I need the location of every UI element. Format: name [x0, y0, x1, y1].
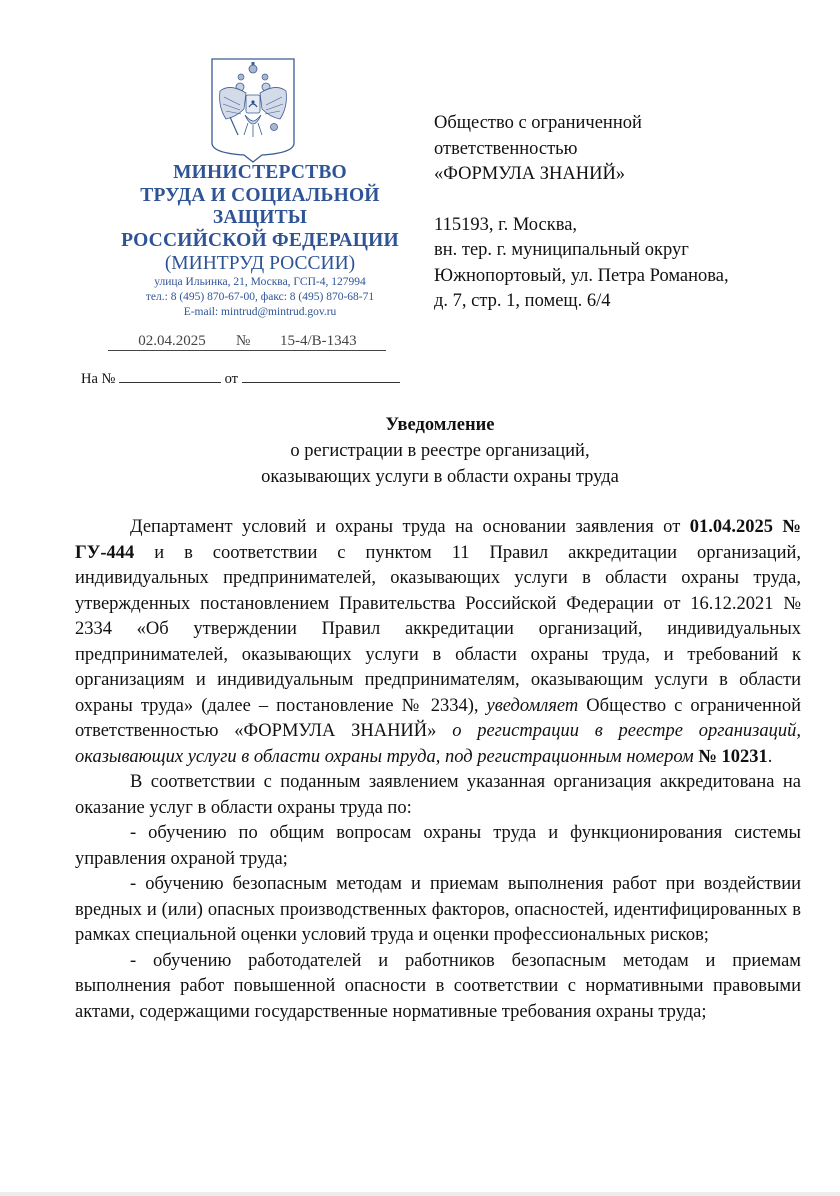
ministry-name-line: РОССИЙСКОЙ ФЕДЕРАЦИИ	[121, 229, 399, 251]
incoming-date-field	[242, 368, 400, 383]
body-text: Департамент условий и охраны труда на основании заявления от	[130, 517, 690, 537]
notifies-verb: уведомляет	[486, 695, 579, 716]
registration-number: № 10231	[698, 746, 768, 767]
body-text: Общество с ограниченной ответственностью «ФОРМУЛА ЗНАНИЙ»	[75, 695, 801, 741]
addressee-address-line: д. 7, стр. 1, помещ. 6/4	[434, 291, 611, 311]
outgoing-date: 02.04.2025	[108, 333, 236, 351]
ministry-name-line: ТРУДА И СОЦИАЛЬНОЙ	[140, 184, 380, 206]
accreditation-item: - обучению безопасным методам и приемам выполнения работ при воздействии вредных и (или) опасных производственных факторов, опасностей, идентифицированных в рамках специальной оценки условий труда и оценки профессиональных рисков;	[75, 874, 801, 945]
body-paragraph-accreditation: В соответствии с поданным заявлением указанная организация аккредитована на оказание услуг в области охраны труда по:	[75, 772, 801, 818]
addressee-address-line: Южнопортовый, ул. Петра Романова,	[434, 265, 729, 286]
title-heading: Уведомление	[385, 415, 495, 435]
addressee-block	[434, 111, 814, 315]
document-body	[75, 515, 801, 1025]
body-text: и в соответствии с пунктом 11 Правил аккредитации организаций, индивидуальных предпринимателей, оказывающих услуги в области охраны труда, утвержденных постановлением Правительства Российской Федерации от 16.12.2021 № 2334 «Об утверждении Правил аккредитации организаций, индивидуальных предпринимателей, оказывающих услуги в области охраны труда, и требований к организациям и индивидуальным предпринимателям, оказывающим услуги в области охраны труда» (далее – постановление № 2334),	[75, 542, 801, 716]
ministry-short-name: (МИНТРУД РОССИИ)	[164, 253, 356, 274]
incoming-number-field	[119, 368, 221, 383]
coat-of-arms-icon	[210, 57, 296, 163]
addressee-address-line: вн. тер. г. муниципальный округ	[434, 240, 689, 260]
addressee-name-line: Общество с ограниченной	[434, 113, 642, 133]
body-text	[773, 517, 782, 537]
ministry-phones: тел.: 8 (495) 870-67-00, факс: 8 (495) 870-68-71	[145, 291, 375, 303]
registration-phrase: о регистрации в реестре организаций, оказывающих услуги в области охраны труда, под регистрационным номером	[75, 721, 801, 767]
accreditation-item: - обучению по общим вопросам охраны труда и функционирования системы управления охраной труда;	[75, 823, 801, 869]
page-bottom-edge	[0, 1192, 840, 1196]
addressee-name-line: «ФОРМУЛА ЗНАНИЙ»	[434, 164, 626, 184]
ministry-name-line: ЗАЩИТЫ	[212, 207, 308, 228]
incoming-number-label: На №	[81, 371, 116, 387]
application-number: № ГУ-444	[75, 517, 801, 563]
body-text: .	[767, 746, 773, 767]
ministry-name-line: МИНИСТЕРСТВО	[173, 162, 347, 183]
incoming-reference	[81, 368, 400, 388]
addressee-address-line: 115193, г. Москва,	[434, 214, 578, 235]
addressee-name-line: ответственностью	[434, 138, 578, 159]
accreditation-item: - обучению работодателей и работников безопасным методам и приемам выполнения работ повышенной опасности в соответствии с нормативными правовыми актами, содержащими государственные нормативные требования охраны труда;	[75, 950, 801, 1022]
application-date: 01.04.2025	[689, 517, 773, 537]
ministry-contacts	[100, 275, 420, 320]
document-title	[120, 412, 760, 490]
title-subtitle-line: оказывающих услуги в области охраны труда	[261, 467, 619, 487]
outgoing-number: 15-4/В-1343	[250, 333, 386, 351]
ministry-address: улица Ильинка, 21, Москва, ГСП-4, 127994	[154, 276, 366, 288]
body-paragraph-main	[75, 515, 801, 770]
outgoing-registration	[108, 333, 398, 351]
ministry-email: E-mail: mintrud@mintrud.gov.ru	[183, 306, 337, 318]
title-subtitle-line: о регистрации в реестре организаций,	[290, 441, 590, 461]
ministry-letterhead	[100, 162, 420, 320]
incoming-date-label: от	[224, 371, 239, 387]
number-sign: №	[236, 333, 251, 349]
